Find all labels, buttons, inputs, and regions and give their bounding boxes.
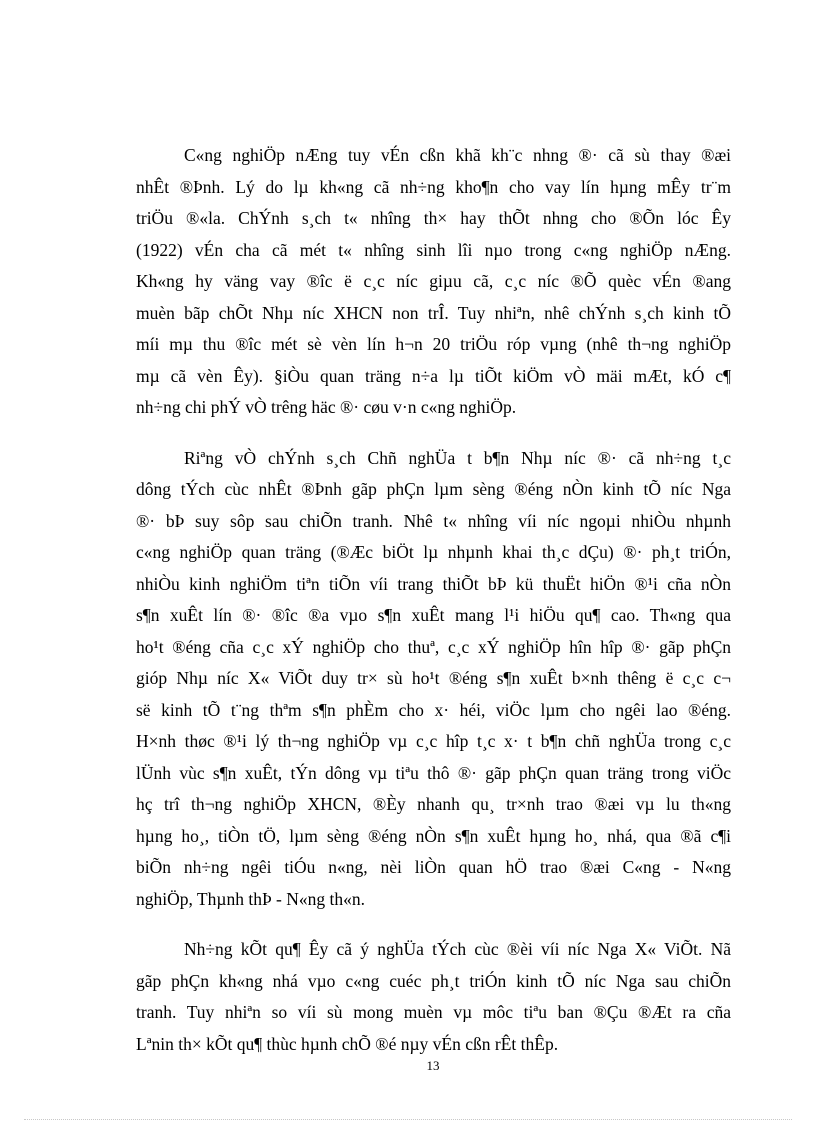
text-line: nh÷ng chi phÝ vÒ trêng häc ®· cøu v·n c«ng nghiÖp. (136, 397, 517, 417)
text-line: míi mµ thu ®îc mét sè vèn lín h¬n 20 triÖu róp vµng (nhê th¬ng nghiÖp (136, 334, 731, 354)
text-line: ®· bÞ suy sôp sau chiÕn tranh. Nhê t« nhîng víi níc ngoµi nhiÒu nhµnh (136, 510, 731, 531)
text-line: muèn bãp chÕt Nhµ níc XHCN non trÎ. Tuy nhiªn, nhê chÝnh s¸ch kinh tÕ (136, 302, 731, 323)
text-line: dông tÝch cùc nhÊt ®Þnh gãp phÇn lµm sèng ®éng nÒn kinh tÕ níc Nga (136, 479, 731, 499)
text-line: nhÊt ®Þnh. Lý do lµ kh«ng cã nh÷ng kho¶n cho vay lín hµng mÊy tr¨m (136, 176, 731, 197)
text-line: Riªng vÒ chÝnh s¸ch Chñ nghÜa t b¶n Nhµ níc ®· cã nh÷ng t¸c (184, 447, 731, 468)
text-line: mµ cã vèn Êy). §iÒu quan träng n÷a lµ tiÕt kiÖm vÒ mäi mÆt, kÓ c¶ (136, 365, 731, 386)
text-line: C«ng nghiÖp nÆng tuy vÉn cßn khã kh¨c nhng ®· cã sù thay ®æi (184, 145, 731, 165)
text-line: triÖu ®«la. ChÝnh s¸ch t« nhîng th× hay thÕt nhng cho ®Õn lóc Êy (136, 208, 731, 228)
paragraph-1 (136, 140, 731, 424)
text-line: lÜnh vùc s¶n xuÊt, tÝn dông vµ tiªu thô ®· gãp phÇn quan träng trong viÖc (136, 762, 731, 783)
text-line: biÕn nh÷ng ngêi tiÓu n«ng, nèi liÒn quan hÖ trao ®æi C«ng - N«ng (136, 857, 731, 877)
paragraph-2 (136, 443, 731, 916)
text-line: nhiÒu kinh nghiÖm tiªn tiÕn víi trang thiÕt bÞ kü thuËt hiÖn ®¹i cña nÒn (136, 573, 731, 594)
page-number: 13 (426, 1058, 440, 1073)
text-line: Nh÷ng kÕt qu¶ Êy cã ý nghÜa tÝch cùc ®èi víi níc Nga X« ViÕt. Nã (184, 939, 731, 959)
text-line: H×nh thøc ®¹i lý th¬ng nghiÖp vµ c¸c hîp t¸c x· t b¶n chñ nghÜa trong c¸c (136, 731, 731, 751)
text-line: c«ng nghiÖp quan träng (®Æc biÖt lµ nhµnh khai th¸c dÇu) ®· ph¸t triÓn, (136, 542, 731, 562)
paragraph-3 (136, 934, 731, 1060)
text-line: Kh«ng hy väng vay ®îc ë c¸c níc giµu cã, c¸c níc ®Õ quèc vÉn ®ang (136, 271, 731, 291)
page-bottom-divider (24, 1119, 792, 1120)
text-line: hµng ho¸, tiÒn tÖ, lµm sèng ®éng nÒn s¶n xuÊt hµng ho¸ nhá, qua ®ã c¶i (136, 825, 731, 846)
text-line: ho¹t ®éng cña c¸c xÝ nghiÖp cho thuª, c¸c xÝ nghiÖp hîn hîp ®· gãp phÇn (136, 636, 731, 657)
text-line: së kinh tÕ t¨ng thªm s¶n phÈm cho x· héi, viÖc lµm cho ngêi lao ®éng. (136, 699, 731, 720)
text-line: (1922) vÉn cha cã mét t« nhîng sinh lîi nµo trong c«ng nghiÖp nÆng. (136, 239, 731, 260)
text-line: nghiÖp, Thµnh thÞ - N«ng th«n. (136, 888, 366, 909)
text-line: hç trî th¬ng nghiÖp XHCN, ®Èy nhanh qu¸ tr×nh trao ®æi vµ lu th«ng (136, 794, 731, 814)
text-line: s¶n xuÊt lín ®· ®îc ®a vµo s¶n xuÊt mang l¹i hiÖu qu¶ cao. Th«ng qua (136, 605, 731, 625)
document-page (136, 140, 731, 1079)
text-line: tranh. Tuy nhiªn so víi sù mong muèn vµ môc tiªu ban ®Çu ®Æt ra cña (136, 1002, 731, 1022)
text-line: gióp Nhµ níc X« ViÕt duy tr× sù ho¹t ®éng s¶n xuÊt b×nh thêng ë c¸c c¬ (136, 668, 731, 688)
text-line: Lªnin th× kÕt qu¶ thùc hµnh chÕ ®é nµy vÉn cßn rÊt thÊp. (136, 1033, 559, 1054)
text-line: gãp phÇn kh«ng nhá vµo c«ng cuéc ph¸t triÓn kinh tÕ níc Nga sau chiÕn (136, 970, 731, 991)
